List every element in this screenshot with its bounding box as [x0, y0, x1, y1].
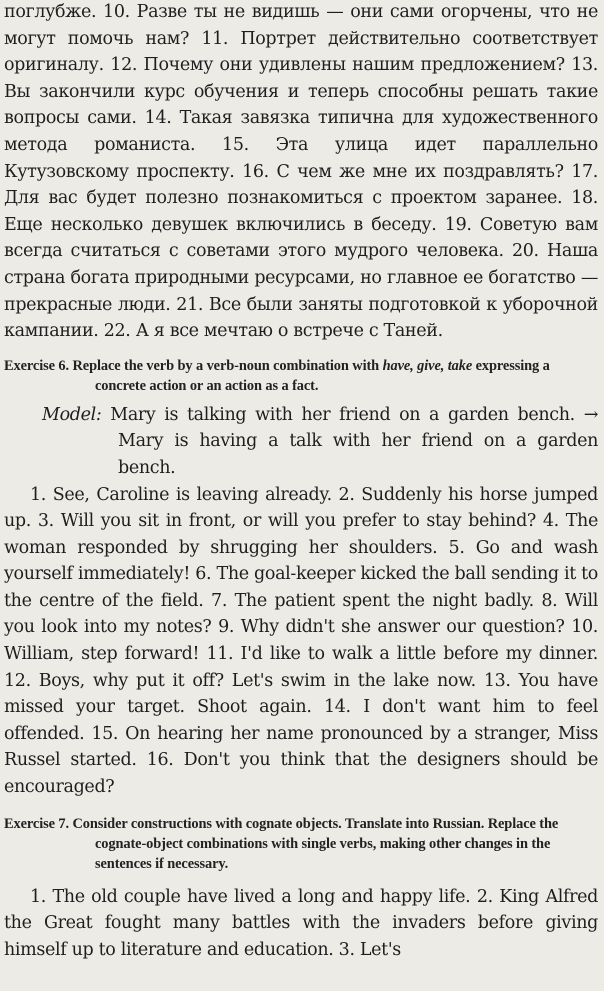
- model-label: Model:: [42, 404, 102, 425]
- exercise-7-label: Exercise 7.: [4, 815, 69, 832]
- exercise-7-sentences: 1. The old couple have lived a long and happy life. 2. King Alfred the Great fought many battles with the invaders before giving himself up to literature and education. 3. Let's: [4, 886, 598, 960]
- exercise-6: [4, 356, 598, 801]
- exercise-6-sentences: 1. See, Caroline is leaving already. 2. Suddenly his horse jumped up. 3. Will you sit in front, or will you prefer to stay behind? 4. The woman responded by shrugging her shoulders. 5. Go and wash yourself immediately! 6. The goal-keeper kicked the ball sending it to the centre of the field. 7. The patient spent the night badly. 8. Will you look into my notes? 9. Why didn't she answer our question? 10. William, step forward! 11. I'd like to walk a little before my dinner. 12. Boys, why put it off? Let's swim in the lake now. 13. You have missed your target. Shoot again. 14. I don't want him to feel offended. 15. On hearing her name pronounced by a stranger, Miss Russel started. 16. Don't you think that the designers should be encouraged?: [4, 484, 598, 798]
- model-text: Mary is talking with her friend on a garden bench. → Mary is having a talk with her friend on a garden bench.: [110, 404, 599, 478]
- exercise-7: [4, 814, 598, 964]
- exercise-6-instruction-part2: expressing a concrete action or an action as a fact.: [95, 357, 550, 394]
- exercise-6-heading: [4, 356, 598, 396]
- russian-paragraph: поглубже. 10. Разве ты не видишь — они сами огорчены, что не могут помочь нам? 11. Портрет действительно соответствует оригиналу. 12. Почему они удивлены нашим предложением? 13. Вы закончили курс обучения и теперь способны решать такие вопросы сами. 14. Такая завязка типична для художественного метода романиста. 15. Эта улица идет параллельно Кутузовскому проспекту. 16. С чем же мне их поздравлять? 17. Для вас будет полезно познакомиться с проектом заранее. 18. Еще несколько девушек включились в беседу. 19. Советую вам всегда считаться с советами этого мудрого человека. 20. Наша страна богата природными ресурсами, но главное ее богатство — прекрасные люди. 21. Все были заняты подготовкой к уборочной кампании. 22. А я все мечтаю о встрече с Таней.: [4, 2, 598, 342]
- exercise-7-heading: [4, 814, 598, 874]
- exercise-6-keywords: have, give, take: [382, 357, 473, 374]
- exercise-6-label: Exercise 6.: [4, 357, 69, 374]
- exercise-6-model: [4, 402, 598, 482]
- exercise-6-instruction-part1: Replace the verb by a verb-noun combination with: [72, 357, 380, 374]
- exercise-7-instruction: Consider constructions with cognate objects. Translate into Russian. Replace the cognate-object combinations with single verbs, making other changes in the sentences if necessary.: [72, 815, 559, 872]
